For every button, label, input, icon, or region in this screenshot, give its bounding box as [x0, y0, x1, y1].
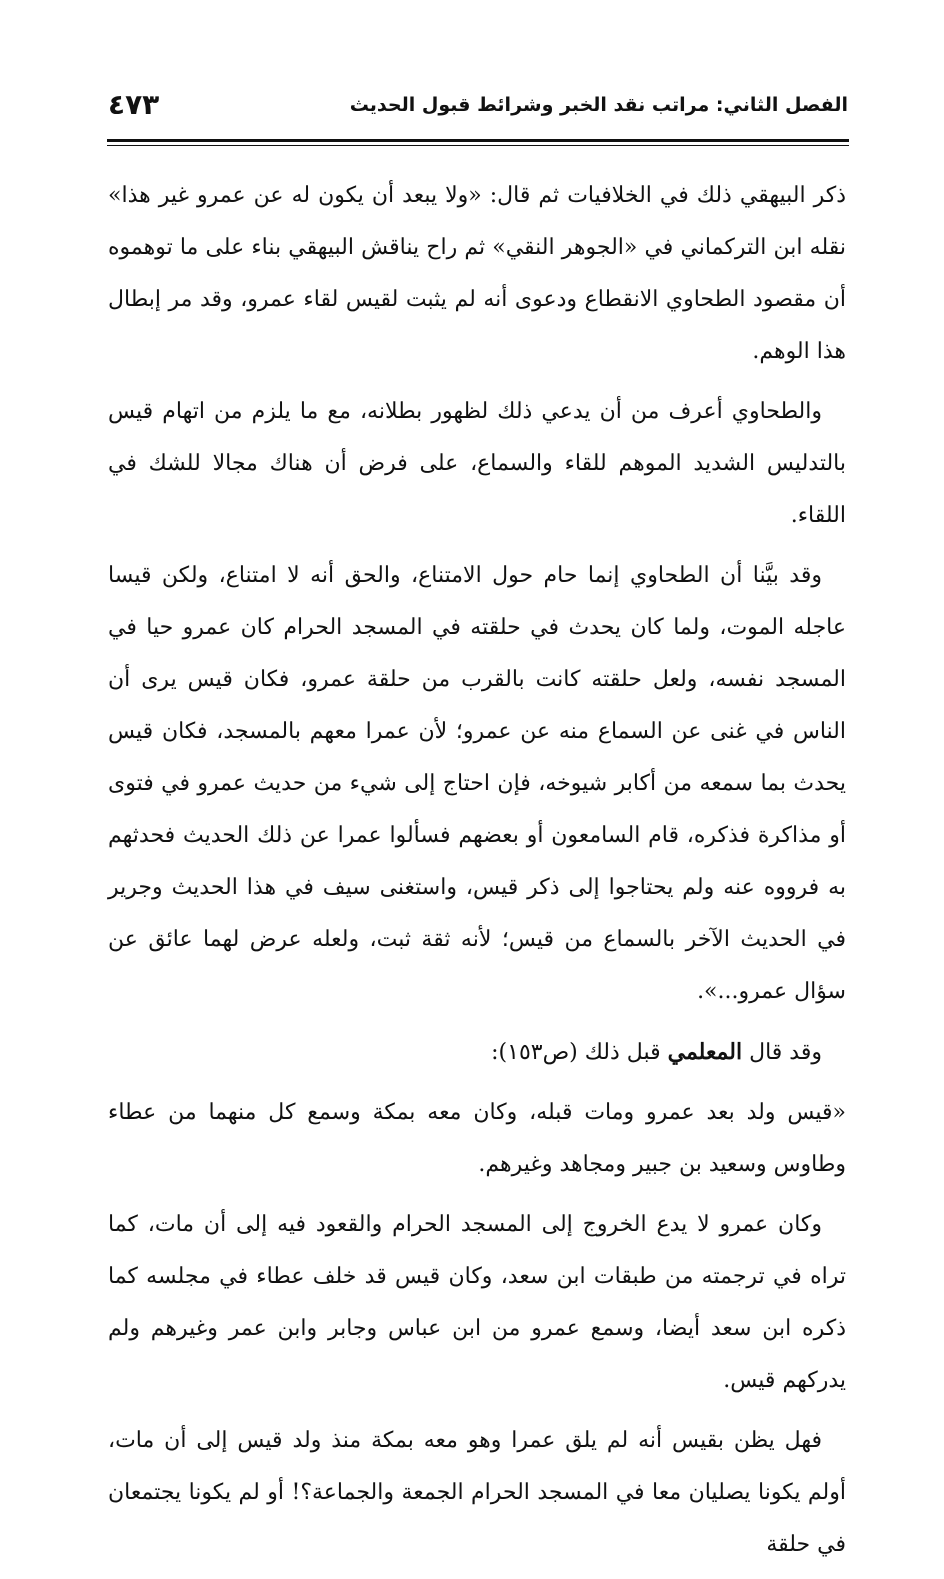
paragraph: فهل يظن بقيس أنه لم يلق عمرا وهو معه بمكة منذ ولد قيس إلى أن مات، أولم يكونا يصليان معا في المسجد الحرام الجمعة والجماعة؟! أو لم يكونا يجتمعان في حلقة — [108, 1428, 846, 1557]
header-rule-thin — [107, 145, 849, 146]
body-text — [108, 170, 846, 1579]
page-number: ٤٧٣ — [108, 88, 160, 121]
running-header — [108, 88, 848, 136]
chapter-title: الفصل الثاني: مراتب نقد الخبر وشرائط قبول الحديث — [349, 94, 848, 116]
header-rule-thick — [107, 139, 849, 142]
quote-intro-after: قبل ذلك (ص١٥٣): — [491, 1040, 668, 1065]
paragraph: وقد بيَّنا أن الطحاوي إنما حام حول الامتناع، والحق أنه لا امتناع، ولكن قيسا عاجله الموت، ولما كان يحدث في حلقته في المسجد الحرام كان عمرو حيا في المسجد نفسه، ولعل حلقته كانت بالقرب من حلقة عمرو، فكان قيس يرى أن الناس في غنى عن السماع منه عن عمرو؛ لأن عمرا معهم بالمسجد، فكان قيس يحدث بما سمعه من أكابر شيوخه، فإن احتاج إلى شيء من حديث عمرو في فتوى أو مذاكرة فذكره، قام السامعون أو بعضهم فسألوا عمرا عن ذلك الحديث فحدثهم به فرووه عنه ولم يحتاجوا إلى ذكر قيس، واستغنى سيف في هذا الحديث وجرير في الحديث الآخر بالسماع من قيس؛ لأنه ثقة ثبت، ولعله عرض لهما عائق عن سؤال عمرو...». — [108, 563, 846, 1004]
paragraph: وكان عمرو لا يدع الخروج إلى المسجد الحرام والقعود فيه إلى أن مات، كما تراه في ترجمته من طبقات ابن سعد، وكان قيس قد خلف عطاء في مجلسه كما ذكره ابن سعد أيضا، وسمع عمرو من ابن عباس وجابر وابن عمر وغيرهم ولم يدركهم قيس. — [108, 1212, 846, 1393]
quote-intro — [108, 1026, 846, 1079]
paragraph: ذكر البيهقي ذلك في الخلافيات ثم قال: «ولا يبعد أن يكون له عن عمرو غير هذا» نقله ابن التركماني في «الجوهر النقي» ثم راح يناقش البيهقي بناء على ما توهموه أن مقصود الطحاوي الانقطاع ودعوى أنه لم يثبت لقيس لقاء عمرو، وقد مر إبطال هذا الوهم. — [108, 183, 846, 364]
quote-intro-before: وقد قال — [742, 1040, 822, 1065]
paragraph: «قيس ولد بعد عمرو ومات قبله، وكان معه بمكة وسمع كل منهما من عطاء وطاوس وسعيد بن جبير ومجاهد وغيرهم. — [108, 1100, 846, 1177]
paragraph: والطحاوي أعرف من أن يدعي ذلك لظهور بطلانه، مع ما يلزم من اتهام قيس بالتدليس الشديد الموهم للقاء والسماع، على فرض أن هناك مجالا للشك في اللقاء. — [108, 399, 846, 528]
author-name: المعلمي — [667, 1039, 743, 1065]
